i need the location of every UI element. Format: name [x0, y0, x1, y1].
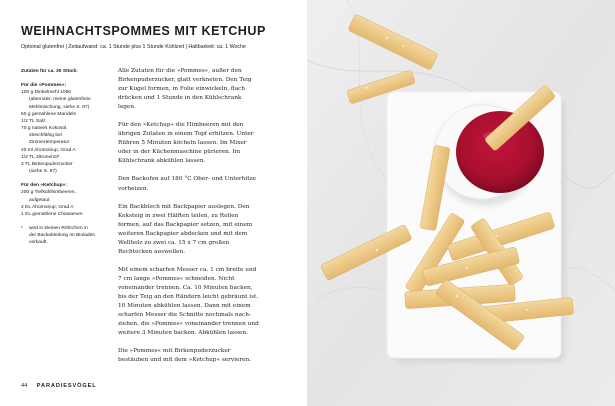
- ingredient-line: Mehlmischung, siehe S. 87): [29, 104, 90, 110]
- recipe-photo: [307, 0, 615, 406]
- instruction-line: Die »Pommes« mit Birkenpuderzucker: [118, 348, 231, 355]
- instruction-line: Alle Zutaten für die »Pommes«, außer den: [118, 68, 242, 74]
- ingredient-line: 1 EL gemahlene Chiasamen: [21, 211, 83, 217]
- instruction-line: formen, auf das Backpapier setzen, mit einem: [118, 221, 253, 228]
- instruction-line: scharfen Messer die Schnitte nochmals nach-: [118, 312, 251, 319]
- instruction-line: Den Backofen auf 180 °C Ober- und Unterhitze: [118, 176, 256, 183]
- footnote: [21, 225, 113, 246]
- ingredient-line: 1/2 TL Zitronenöl*: [21, 154, 60, 160]
- ingredient-line: 1/2 TL Salz: [21, 118, 46, 124]
- instruction-line: Wellholz zu zwei ca. 15 x 7 cm großen: [118, 239, 230, 246]
- instruction-paragraph: [118, 266, 294, 338]
- instruction-line: voneinander trennen. Ca. 10 Minuten backen,: [118, 284, 253, 291]
- ingredient-line: 200 g Tiefkühlhimbeeren,: [21, 190, 76, 196]
- ingredient-line: (siehe S. 87): [29, 169, 57, 175]
- footnote-line: wird in kleinen Röhrchen in: [29, 225, 88, 231]
- instruction-paragraph: [118, 175, 294, 193]
- instruction-line: Mit einem scharfen Messer ca. 1 cm breite und: [118, 266, 257, 273]
- ketchup-heading: Für den »Ketchup«:: [21, 183, 67, 189]
- ingredient-line: 100 g Dinkelmehl 1050: [21, 90, 72, 96]
- pommes-heading: Für die »Pommes«:: [21, 83, 67, 89]
- ingredient-line: aufgetaut: [29, 197, 50, 203]
- ingredients-column: [21, 68, 113, 246]
- ingredients-heading: Zutaten für ca. 30 Stück:: [21, 69, 78, 74]
- instruction-paragraph: [118, 203, 294, 257]
- instructions-column: [118, 67, 294, 374]
- chapter-name: PARADIESVÖGEL: [36, 383, 97, 389]
- ingredient-line: 2 EL Ahornsirup, Grad A: [21, 204, 74, 210]
- instruction-line: weitere 3 Minuten backen. Abkühlen lassen.: [118, 330, 248, 337]
- instruction-line: Ein Backblech mit Backpapier auslegen. Den: [118, 203, 250, 210]
- recipe-title: WEIHNACHTSPOMMES MIT KETCHUP: [21, 24, 266, 38]
- ingredient-line: 40 ml Ahornsirup, Grad A: [21, 147, 76, 153]
- instruction-line: 7 cm lange »Pommes« schneiden. Nicht: [118, 275, 235, 282]
- instruction-line: Rechtecken auswellen.: [118, 248, 186, 255]
- instruction-line: zur Kugel formen, in Folie einwickeln, flach: [118, 86, 246, 93]
- ingredient-line: 2 TL Birkenpuderzucker: [21, 161, 73, 167]
- page-footer: [21, 383, 97, 389]
- instruction-line: weiteren Backpapier abdecken und mit dem: [118, 230, 248, 237]
- instruction-line: legen.: [118, 104, 136, 111]
- footnote-line: der Backabteilung im Bioladen: [29, 233, 96, 239]
- ingredient-line: streichfähig bei: [29, 133, 62, 139]
- instruction-line: drücken und 1 Stunde in den Kühlschrank: [118, 95, 242, 102]
- ingredient-line: 50 g gemahlene Mandeln: [21, 111, 77, 117]
- ketchup-dip: [456, 111, 544, 193]
- instruction-line: vorheizen.: [118, 185, 149, 192]
- instruction-line: übrigen Zutaten in einem Topf erhitzen. Unter: [118, 131, 254, 138]
- instruction-line: Für den »Ketchup« die Himbeeren mit den: [118, 122, 244, 129]
- instruction-line: Kühlschrank abkühlen lassen.: [118, 158, 206, 165]
- left-page: [0, 0, 307, 406]
- instruction-line: ziehen, die »Pommes« voneinander trennen und: [118, 321, 259, 328]
- instruction-line: oder in der Küchenmaschine pürieren. Im: [118, 149, 241, 156]
- instruction-line: bestäuben und mit dem »Ketchup« servieren.: [118, 357, 252, 364]
- ingredient-line: (alternativ: meine glutenfreie: [29, 97, 91, 103]
- ingredient-line: 70 g natives Kokosöl,: [21, 126, 68, 132]
- footnote-star: *: [21, 225, 23, 231]
- instruction-line: Birkenpuderzucker, glatt verkneten. Den Teig: [118, 77, 252, 84]
- recipe-meta: Optional glutenfrei | Zeitaufwand: ca. 1 Stunde plus 1 Stunde Kühlzeit | Haltbarkeit: ca. 1 Woche: [21, 44, 246, 50]
- instruction-line: Rühren 5 Minuten köcheln lassen. Im Mixer: [118, 140, 247, 147]
- instruction-line: Keksteig in zwei Hälften teilen, zu Rollen: [118, 212, 239, 219]
- instruction-line: bis der Teig an den Rändern leicht gebräunt ist.: [118, 293, 259, 300]
- footnote-line: verkauft.: [29, 240, 48, 246]
- instruction-paragraph: [118, 67, 294, 112]
- instruction-paragraph: [118, 347, 294, 365]
- ingredient-line: Zimmertemperatur: [29, 140, 70, 146]
- instruction-paragraph: [118, 121, 294, 166]
- instruction-line: 10 Minuten abkühlen lassen. Dann mit einem: [118, 303, 251, 310]
- page-number: 44: [21, 383, 28, 389]
